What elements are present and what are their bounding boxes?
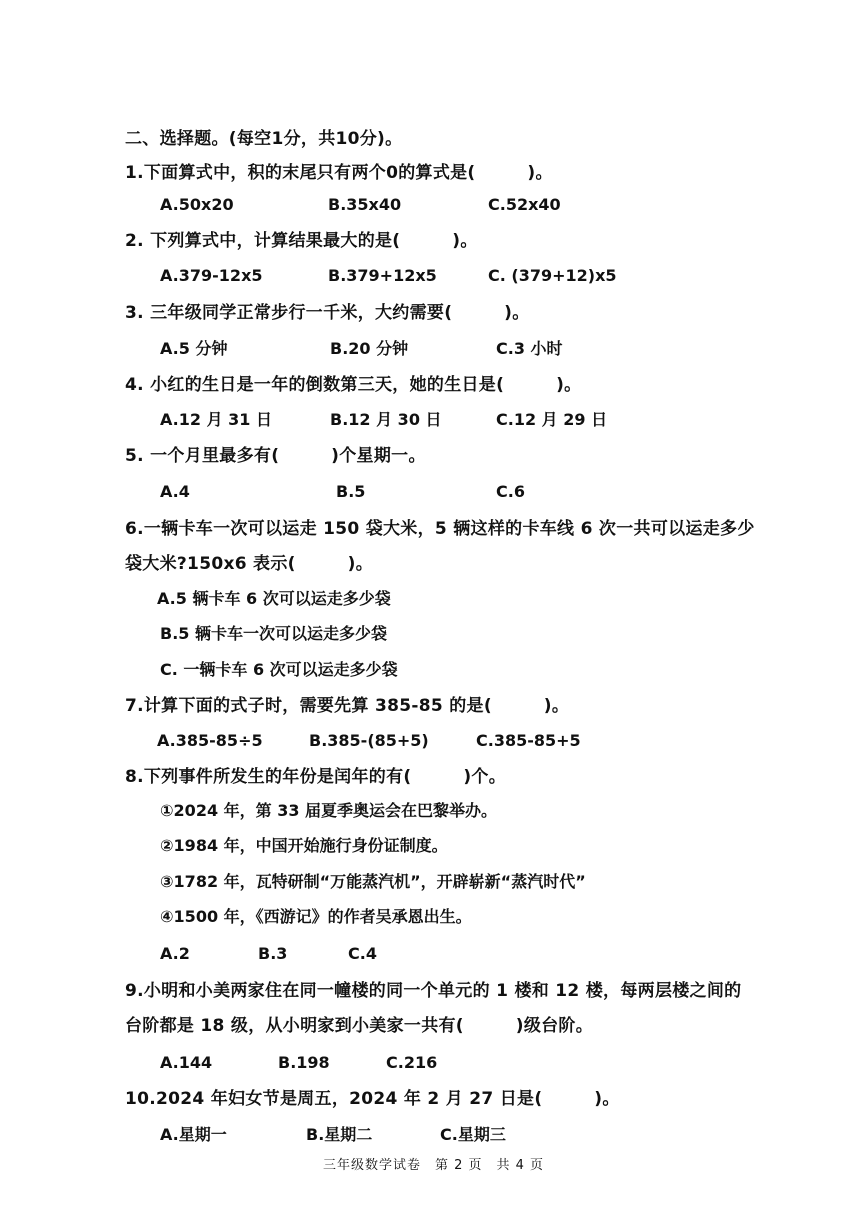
option-b: B.379+12x5 [328,266,437,285]
option-a: A.4 [160,482,190,501]
option-b: B.5 [336,482,366,501]
question-stem: 1.下面算式中，积的末尾只有两个0的算式是( )。 [125,163,553,183]
event-item: ③1782 年，瓦特研制“万能蒸汽机”，开辟崭新“蒸汽时代” [160,872,586,891]
option-a: A.5 分钟 [160,339,228,358]
question-stem: 袋大米?150x6 表示( )。 [125,554,373,574]
question-stem: 9.小明和小美两家住在同一幢楼的同一个单元的 1 楼和 12 楼，每两层楼之间的 [125,981,742,1001]
section-title: 二、选择题。(每空1分，共10分)。 [125,129,403,149]
option-c: C. 一辆卡车 6 次可以运走多少袋 [160,660,398,679]
question-stem: 2. 下列算式中，计算结果最大的是( )。 [125,231,478,251]
option-b: B.星期二 [306,1125,373,1144]
option-a: A.50x20 [160,195,234,214]
option-c: C.星期三 [440,1125,506,1144]
question-stem: 7.计算下面的式子时，需要先算 385-85 的是( )。 [125,696,570,716]
option-c: C. (379+12)x5 [488,266,617,285]
option-b: B.3 [258,944,288,963]
option-c: C.216 [386,1053,438,1072]
option-b: B.35x40 [328,195,402,214]
page-footer: 三年级数学试卷 第 2 页 共 4 页 [322,1158,545,1173]
option-a: A.星期一 [160,1125,227,1144]
option-a: A.379-12x5 [160,266,263,285]
option-c: C.52x40 [488,195,561,214]
option-b: B.5 辆卡车一次可以运走多少袋 [160,624,387,643]
option-c: C.6 [496,482,525,501]
option-b: B.20 分钟 [330,339,409,358]
option-c: C.12 月 29 日 [496,410,608,429]
question-stem: 台阶都是 18 级，从小明家到小美家一共有( )级台阶。 [125,1016,594,1036]
option-c: C.4 [348,944,377,963]
question-stem: 10.2024 年妇女节是周五，2024 年 2 月 27 日是( )。 [125,1089,620,1109]
option-c: C.3 小时 [496,339,563,358]
question-stem: 6.一辆卡车一次可以运走 150 袋大米，5 辆这样的卡车线 6 次一共可以运走多少 [125,519,755,539]
option-b: B.198 [278,1053,330,1072]
option-a: A.2 [160,944,190,963]
question-stem: 4. 小红的生日是一年的倒数第三天，她的生日是( )。 [125,375,582,395]
event-item: ②1984 年，中国开始施行身份证制度。 [160,836,448,855]
question-stem: 5. 一个月里最多有( )个星期一。 [125,446,426,466]
option-a: A.5 辆卡车 6 次可以运走多少袋 [157,589,391,608]
option-a: A.385-85÷5 [157,731,263,750]
option-b: B.12 月 30 日 [330,410,442,429]
question-stem: 3. 三年级同学正常步行一千米，大约需要( )。 [125,303,530,323]
option-a: A.144 [160,1053,213,1072]
event-item: ④1500 年，《西游记》的作者吴承恩出生。 [160,907,472,926]
option-b: B.385-(85+5) [309,731,429,750]
event-item: ①2024 年，第 33 届夏季奥运会在巴黎举办。 [160,801,498,820]
option-c: C.385-85+5 [476,731,581,750]
option-a: A.12 月 31 日 [160,410,273,429]
question-stem: 8.下列事件所发生的年份是闰年的有( )个。 [125,767,507,787]
